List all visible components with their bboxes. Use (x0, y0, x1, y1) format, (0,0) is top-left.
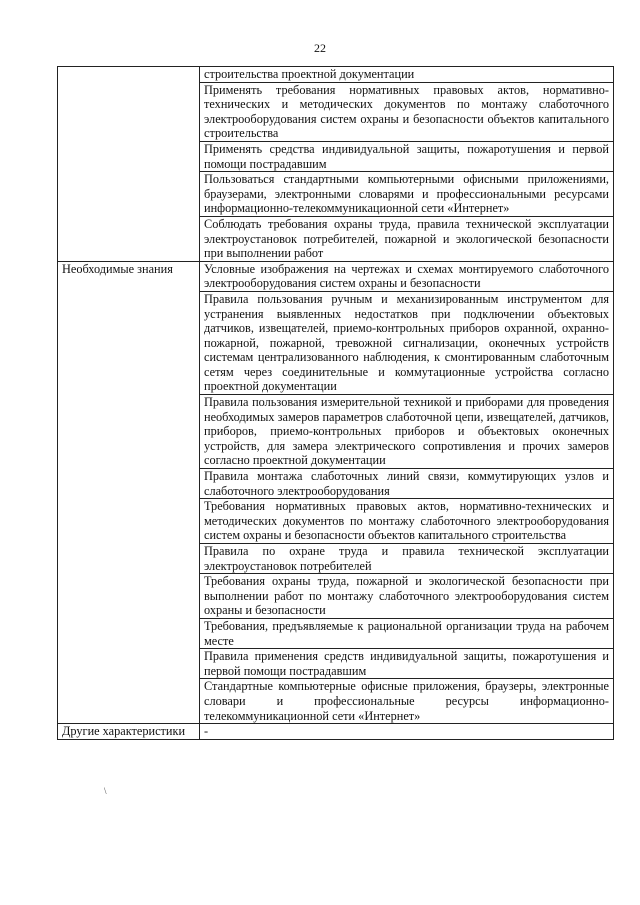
row-label (58, 67, 200, 262)
row-item: строительства проектной документации (200, 67, 614, 83)
competency-table (57, 66, 614, 740)
row-item: Применять требования нормативных правовых актов, нормативно-технических и методических документов по монтажу слаботочного электрооборудования систем охраны и безопасности объектов капитального строительства (200, 82, 614, 141)
row-item: Правила по охране труда и правила технической эксплуатации электроустановок потребителей (200, 544, 614, 574)
row-item: Правила пользования измерительной техникой и приборами для проведения необходимых замеров параметров слаботочной цепи, извещателей, датчиков, приборов, приемо-контрольных приборов и объектовых оконечных устройств, для замера электрического сопротивления и прочих замеров согласно проектной документации (200, 395, 614, 469)
table-body (58, 67, 614, 740)
row-item: Условные изображения на чертежах и схемах монтируемого слаботочного электрооборудования систем охраны и безопасности (200, 261, 614, 291)
row-label: Необходимые знания (58, 261, 200, 723)
table-row (58, 67, 614, 83)
row-item: Стандартные компьютерные офисные приложения, браузеры, электронные словари и профессиональные ресурсы информационно-телекоммуникационной сети «Интернет» (200, 679, 614, 724)
row-item: Пользоваться стандартными компьютерными офисными приложениями, браузерами, электронными словарями и профессиональными ресурсами информационно-телекоммуникационной сети «Интернет» (200, 172, 614, 217)
row-item: Требования, предъявляемые к рациональной организации труда на рабочем месте (200, 618, 614, 648)
row-item: Правила применения средств индивидуальной защиты, пожаротушения и первой помощи пострадавшим (200, 649, 614, 679)
row-item: Требования охраны труда, пожарной и экологической безопасности при выполнении работ по монтажу слаботочного электрооборудования систем охраны и безопасности (200, 574, 614, 619)
table-row (58, 261, 614, 291)
row-item: - (200, 724, 614, 740)
page-number: 22 (314, 41, 326, 55)
stray-mark: \ (104, 786, 107, 796)
row-item: Требования нормативных правовых актов, нормативно-технических и методических документов по монтажу слаботочного электрооборудования систем охраны и безопасности объектов капитального строительства (200, 499, 614, 544)
row-item: Правила монтажа слаботочных линий связи, коммутирующих узлов и слаботочного электрооборудования (200, 469, 614, 499)
row-item: Правила пользования ручным и механизированным инструментом для устранения выявленных недостатков при подключении объектовых датчиков, извещателей, приемо-контрольных приборов охранной, охранно-пожарной, пожарной, тревожной сигнализации, оконечных устройств системам централизованного наблюдения, к смонтированным слаботочным сетям через соединительные и коммутационные устройства согласно проектной документации (200, 291, 614, 394)
row-item: Применять средства индивидуальной защиты, пожаротушения и первой помощи пострадавшим (200, 141, 614, 171)
table-row (58, 724, 614, 740)
row-item: Соблюдать требования охраны труда, правила технической эксплуатации электроустановок потребителей, пожарной и экологической безопасности при выполнении работ (200, 216, 614, 261)
row-label: Другие характеристики (58, 724, 200, 740)
